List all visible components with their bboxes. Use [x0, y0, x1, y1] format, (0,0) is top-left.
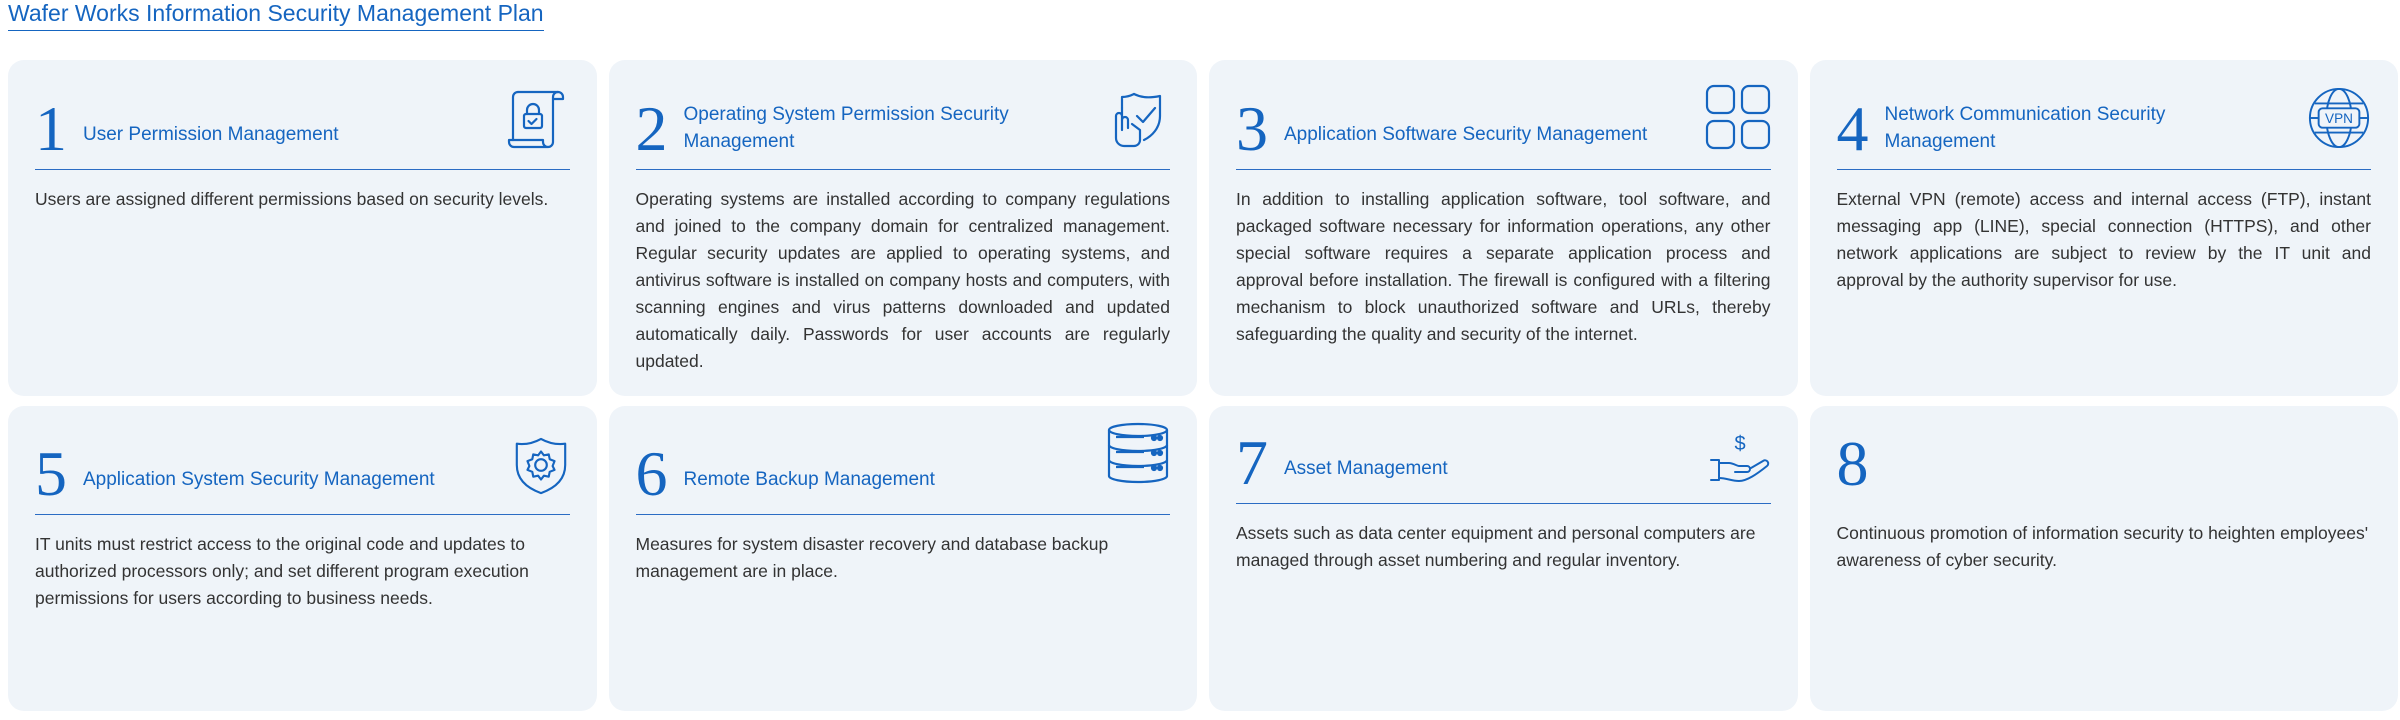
- card-body: External VPN (remote) access and internal access (FTP), instant messaging app (LINE), special connection (HTTPS), and other network applications are subject to review by the IT unit and approval by the authority supervisor for use.: [1836, 189, 2371, 290]
- card-body: Operating systems are installed according to company regulations and joined to the company domain for centralized management. Regular security updates are applied to operating systems, and antivirus software is installed on company hosts and computers, with scanning engines and virus patterns downloaded and updated automatically daily. Passwords for user accounts are regularly updated.: [635, 189, 1170, 371]
- card-header: [1236, 60, 1771, 170]
- card-header: [636, 60, 1171, 170]
- card-title: Asset Management: [1284, 458, 1448, 479]
- card-header: [35, 406, 570, 515]
- vpn-globe-icon: [2307, 86, 2371, 150]
- card-application-system: [8, 406, 597, 711]
- card-number: 1: [35, 93, 67, 164]
- card-remote-backup: [609, 406, 1198, 711]
- card-number: 4: [1836, 93, 1869, 164]
- card-security-awareness: [1810, 406, 2399, 711]
- card-title: Application System Security Management: [83, 469, 435, 490]
- card-body: Continuous promotion of information security to heighten employees' awareness of cyber security.: [1836, 523, 2369, 570]
- card-body: IT units must restrict access to the original code and updates to authorized processors only; and set different program execution permissions for users according to business needs.: [35, 534, 529, 608]
- card-network-communication: [1810, 60, 2399, 396]
- card-body: Assets such as data center equipment and personal computers are managed through asset numbering and regular inventory.: [1236, 523, 1756, 570]
- hand-dollar-icon: [1709, 430, 1771, 486]
- card-title: Remote Backup Management: [683, 469, 935, 490]
- card-number: 6: [635, 438, 668, 509]
- card-number: 5: [35, 438, 67, 509]
- card-user-permission: [8, 60, 597, 396]
- card-number: 2: [635, 93, 668, 164]
- card-title: Application Software Security Management: [1284, 124, 1648, 145]
- shield-hand-icon: [1104, 86, 1170, 152]
- card-title: Network Communication Security Management: [1884, 104, 2166, 152]
- card-header: [1837, 60, 2372, 170]
- card-body: Users are assigned different permissions based on security levels.: [35, 189, 549, 209]
- shield-gear-icon: [512, 436, 570, 496]
- plan-grid: [8, 60, 2398, 711]
- card-title: Operating System Permission Security Management: [683, 104, 1009, 152]
- card-body: Measures for system disaster recovery and database backup management are in place.: [635, 534, 1109, 581]
- card-number: 7: [1236, 427, 1268, 498]
- card-header: [636, 406, 1171, 515]
- page-title: Wafer Works Information Security Management Plan: [8, 0, 544, 31]
- vpn-label: VPN: [2325, 110, 2353, 126]
- card-header: [1837, 406, 2372, 504]
- database-server-icon: [1106, 422, 1170, 484]
- card-body: In addition to installing application software, tool software, and packaged software necessary for information operations, any other special software requires a separate application process and approval before installation. The firewall is configured with a filtering mechanism to block unauthorized software and URLs, thereby safeguarding the quality and security of the internet.: [1236, 189, 1771, 344]
- dollar-sign: $: [1733, 433, 1746, 455]
- card-asset-management: [1209, 406, 1798, 711]
- scroll-lock-icon: [504, 86, 570, 152]
- card-header: [1236, 406, 1771, 504]
- card-os-permission: [609, 60, 1198, 396]
- card-number: 8: [1836, 428, 1869, 499]
- card-application-software: [1209, 60, 1798, 396]
- app-grid-icon: [1705, 84, 1771, 150]
- card-header: [35, 60, 570, 170]
- card-title: User Permission Management: [83, 124, 339, 145]
- card-number: 3: [1236, 93, 1268, 164]
